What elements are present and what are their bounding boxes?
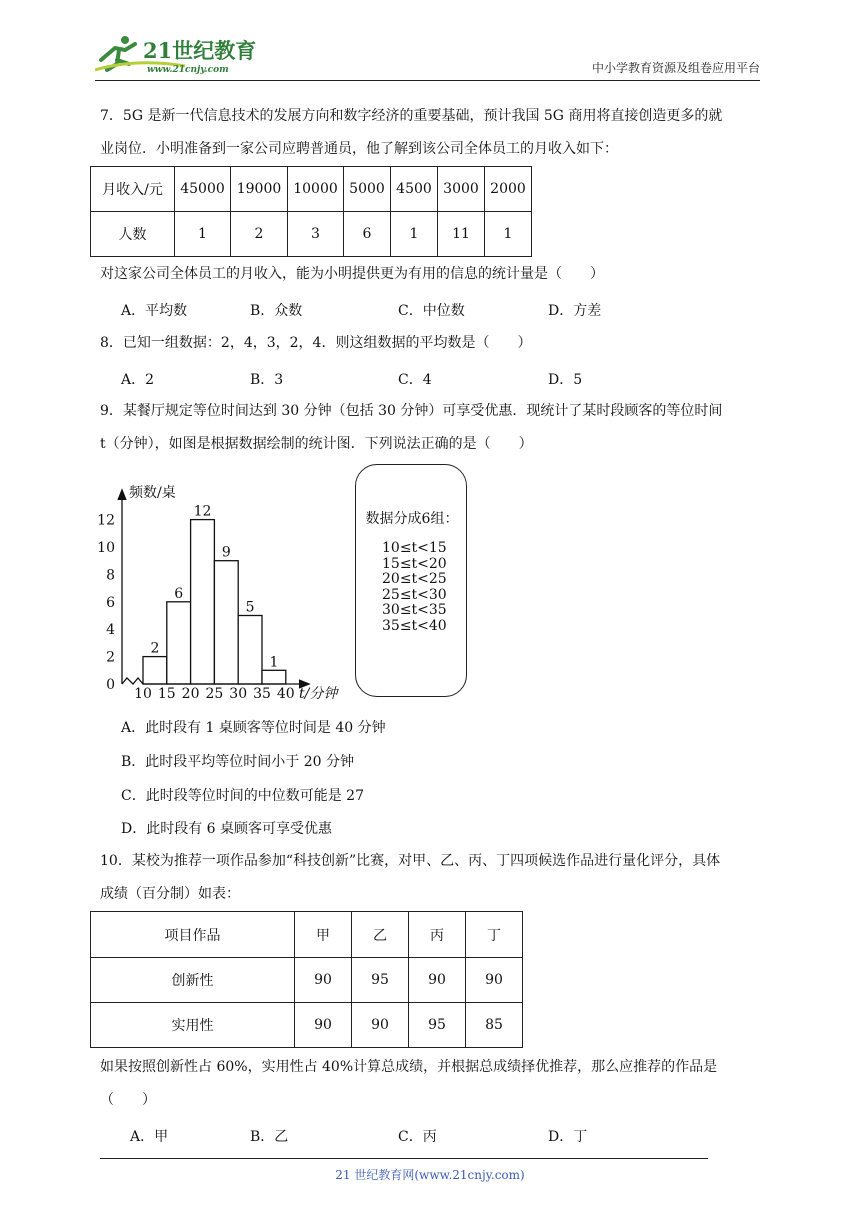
table-row xyxy=(91,1003,523,1048)
y-tick-label: 6 xyxy=(106,594,115,611)
table-cell: 3000 xyxy=(438,167,485,212)
table-cell: 乙 xyxy=(352,912,409,958)
legend-group: 35≤t<40 xyxy=(382,617,447,634)
y-axis-arrow xyxy=(118,490,126,500)
bar-value-label: 12 xyxy=(193,503,212,520)
q10-option-d: D．丁 xyxy=(548,1129,588,1145)
x-tick-label: 10 xyxy=(134,686,152,702)
table-cell: 创新性 xyxy=(91,958,295,1003)
y-tick-label: 12 xyxy=(97,512,115,529)
x-tick-label: 40 xyxy=(276,686,295,702)
table-cell: 实用性 xyxy=(91,1003,295,1048)
x-tick-label: 15 xyxy=(157,686,176,702)
table-row xyxy=(91,212,532,257)
histogram-bar xyxy=(167,602,191,684)
table-cell: 1 xyxy=(485,212,532,257)
histogram-bar xyxy=(214,561,238,684)
legend-group: 30≤t<35 xyxy=(382,602,447,618)
q10-option-b: B．乙 xyxy=(250,1129,289,1145)
legend-group: 15≤t<20 xyxy=(382,555,447,572)
x-tick-label: 20 xyxy=(181,686,200,702)
legend-group: 10≤t<15 xyxy=(382,540,447,556)
q9-option-c: C．此时段等位时间的中位数可能是 27 xyxy=(121,788,364,804)
table-cell: 90 xyxy=(295,958,352,1003)
y-tick-label: 8 xyxy=(106,567,115,584)
legend-group: 20≤t<25 xyxy=(382,571,447,587)
q8-option-a: A．2 xyxy=(121,372,155,388)
x-axis-label: t/分钟 xyxy=(299,686,338,702)
logo xyxy=(95,30,265,76)
y-tick-label: 10 xyxy=(97,540,115,556)
legend-group: 25≤t<30 xyxy=(382,586,447,603)
q8-text: 8．已知一组数据：2，4，3，2，4．则这组数据的平均数是（ ） xyxy=(100,335,532,351)
table-cell: 项目作品 xyxy=(91,912,295,958)
table-cell: 2 xyxy=(231,212,288,257)
y-tick-label: 0 xyxy=(106,677,115,693)
bar-value-label: 5 xyxy=(245,599,255,616)
q7-option-a: A．平均数 xyxy=(121,303,188,319)
logo-text: 21世纪教育 xyxy=(143,38,257,63)
legend-group-list xyxy=(382,541,447,634)
table-row xyxy=(91,167,532,212)
q8-option-d: D．5 xyxy=(548,372,583,388)
table-cell: 45000 xyxy=(175,167,231,212)
q9-option-b: B．此时段平均等位时间小于 20 分钟 xyxy=(121,754,355,770)
q9-line2: t（分钟），如图是根据数据绘制的统计图．下列说法正确的是（ ） xyxy=(100,436,533,452)
platform-name: 中小学教育资源及组卷应用平台 xyxy=(591,61,760,75)
q8-option-b: B．3 xyxy=(250,372,284,388)
table-cell: 1 xyxy=(391,212,438,257)
histogram-bar xyxy=(191,520,215,684)
histogram-chart xyxy=(95,472,355,712)
score-table xyxy=(90,911,523,1048)
footer-divider xyxy=(100,1158,708,1159)
x-tick-label: 25 xyxy=(205,686,224,702)
q8-option-c: C．4 xyxy=(398,372,432,388)
table-cell: 5000 xyxy=(344,167,391,212)
table-cell: 90 xyxy=(295,1003,352,1048)
q10-option-a: A．甲 xyxy=(130,1129,169,1145)
page-header xyxy=(95,28,760,81)
table-cell: 90 xyxy=(466,958,523,1003)
group-legend-box xyxy=(355,464,467,697)
table-cell: 3 xyxy=(288,212,344,257)
y-tick-label: 2 xyxy=(106,649,115,666)
q7-option-b: B．众数 xyxy=(250,303,303,319)
histogram-bar xyxy=(238,616,262,685)
table-cell: 95 xyxy=(409,1003,466,1048)
histogram-bar xyxy=(143,657,167,684)
y-tick-label: 4 xyxy=(106,622,115,639)
bar-value-label: 1 xyxy=(269,654,279,671)
table-cell: 11 xyxy=(438,212,485,257)
income-table xyxy=(90,166,532,257)
bar-value-label: 9 xyxy=(221,544,231,561)
table-cell: 95 xyxy=(352,958,409,1003)
bar-value-label: 6 xyxy=(174,585,184,602)
footer-text: 21 世纪教育网(www.21cnjy.com) xyxy=(335,1168,525,1182)
table-cell: 6 xyxy=(344,212,391,257)
q9-option-a: A．此时段有 1 桌顾客等位时间是 40 分钟 xyxy=(121,720,386,736)
q10-option-c: C．丙 xyxy=(398,1129,437,1145)
q10-line1: 10．某校为推荐一项作品参加“科技创新”比赛，对甲、乙、丙、丁四项候选作品进行量化评分，具体 xyxy=(100,853,721,869)
table-cell: 90 xyxy=(409,958,466,1003)
logo-url: www.21cnjy.com xyxy=(147,65,229,75)
q7-option-d: D．方差 xyxy=(548,303,602,319)
x-tick-label: 30 xyxy=(229,686,248,702)
table-cell: 90 xyxy=(352,1003,409,1048)
table-cell: 19000 xyxy=(231,167,288,212)
table-cell: 人数 xyxy=(91,212,175,257)
table-cell: 2000 xyxy=(485,167,532,212)
q10-question-line1: 如果按照创新性占 60%，实用性占 40%计算总成绩，并根据总成绩择优推荐，那么应推荐的作品是 xyxy=(100,1059,718,1075)
x-tick-label: 35 xyxy=(253,686,271,702)
q7-line2: 业岗位．小明准备到一家公司应聘普通员，他了解到该公司全体员工的月收入如下： xyxy=(100,141,618,157)
q7-question: 对这家公司全体员工的月收入，能为小明提供更为有用的信息的统计量是（ ） xyxy=(100,266,604,282)
table-cell: 85 xyxy=(466,1003,523,1048)
bar-value-label: 2 xyxy=(150,640,160,657)
table-cell: 月收入/元 xyxy=(91,167,175,212)
table-row xyxy=(91,912,523,958)
histogram-bar xyxy=(262,670,286,684)
table-row xyxy=(91,958,523,1003)
table-cell: 4500 xyxy=(391,167,438,212)
q10-question-line2: （ ） xyxy=(100,1092,156,1108)
table-cell: 丁 xyxy=(466,912,523,958)
table-cell: 甲 xyxy=(295,912,352,958)
table-cell: 1 xyxy=(175,212,231,257)
q7-line1: 7．5G 是新一代信息技术的发展方向和数字经济的重要基础，预计我国 5G 商用将直接创造更多的就 xyxy=(100,108,723,124)
q10-line2: 成绩（百分制）如表： xyxy=(100,886,240,902)
q9-option-d: D．此时段有 6 桌顾客可享受优惠 xyxy=(121,821,333,837)
x-axis-break xyxy=(122,678,143,684)
table-cell: 10000 xyxy=(288,167,344,212)
q7-option-c: C．中位数 xyxy=(398,303,465,319)
y-axis-label: 频数/桌 xyxy=(129,485,176,501)
q9-line1: 9．某餐厅规定等位时间达到 30 分钟（包括 30 分钟）可享受优惠．现统计了某时段顾客的等位时间 xyxy=(100,403,723,419)
legend-title: 数据分成6组： xyxy=(365,511,459,527)
table-cell: 丙 xyxy=(409,912,466,958)
